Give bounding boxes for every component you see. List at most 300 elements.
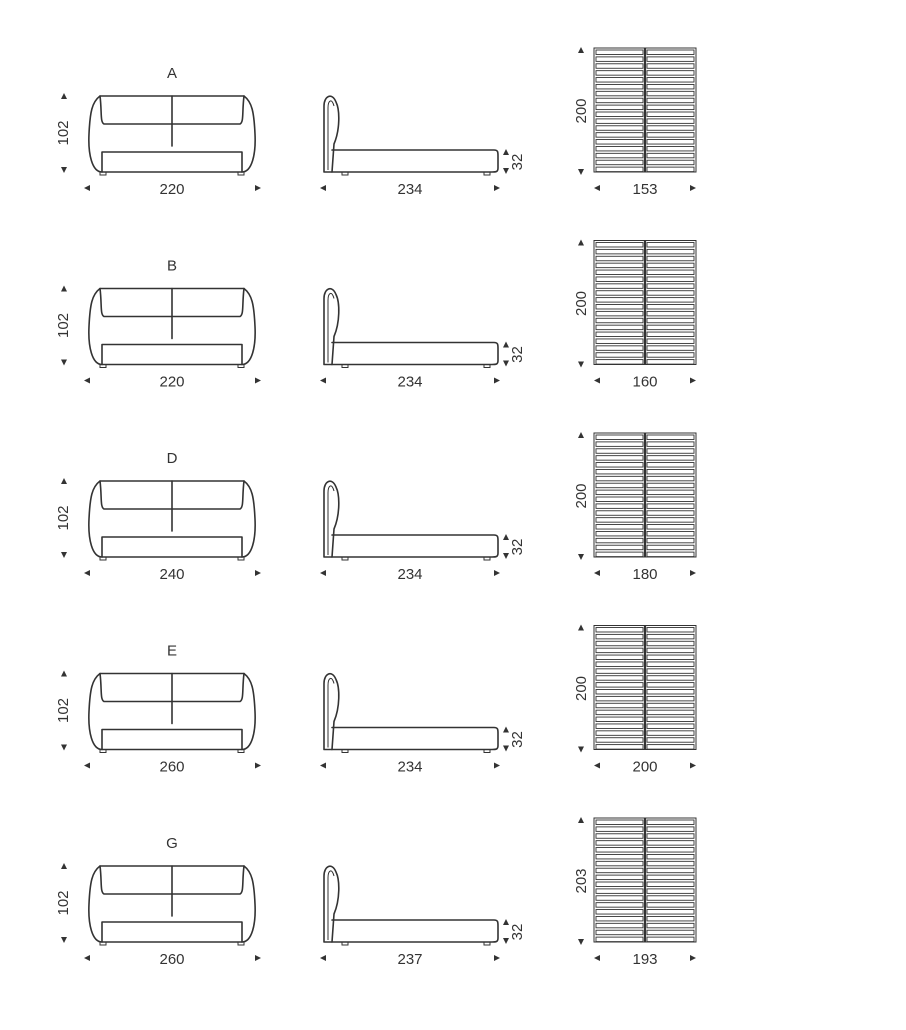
slat [596, 325, 643, 329]
slat [647, 153, 694, 157]
dimension-arrow-right [494, 955, 500, 961]
side-foot [484, 172, 490, 175]
slat [596, 937, 643, 941]
slat [647, 655, 694, 659]
dimension-arrow-down [61, 552, 67, 558]
front-height-label: 102 [55, 505, 72, 531]
slat [596, 360, 643, 364]
front-view [55, 863, 261, 968]
slat [647, 126, 694, 130]
slat [647, 263, 694, 267]
dimension-arrow-up [578, 625, 584, 631]
slat [647, 112, 694, 116]
side-length-label: 234 [397, 181, 423, 198]
front-width-label: 220 [159, 373, 185, 391]
dimension-arrow-right [494, 185, 500, 191]
slat [647, 360, 694, 364]
slat [647, 683, 694, 687]
slat [647, 827, 694, 831]
slat [647, 463, 694, 467]
front-view [55, 93, 261, 198]
model-row [55, 240, 696, 391]
slat [647, 435, 694, 439]
slat [596, 910, 643, 914]
slat [647, 91, 694, 95]
dimension-arrow-down [578, 362, 584, 368]
slat [596, 834, 643, 838]
slat [647, 277, 694, 281]
slat-length-label: 200 [573, 483, 590, 509]
front-view [55, 286, 261, 391]
slat [647, 105, 694, 109]
model-row [55, 817, 696, 968]
front-width-label: 260 [159, 758, 185, 776]
slat [647, 648, 694, 652]
slat [596, 435, 643, 439]
dimension-arrow-up [61, 671, 67, 677]
front-view [55, 671, 261, 776]
dimension-arrow-left [84, 763, 90, 769]
slat [596, 84, 643, 88]
slat [647, 628, 694, 632]
side-headboard [324, 866, 339, 942]
slat [596, 298, 643, 302]
side-base [332, 535, 498, 557]
slat [596, 476, 643, 480]
front-foot [100, 365, 106, 368]
side-base [332, 920, 498, 942]
model-label: D [166, 450, 178, 467]
slat [596, 504, 643, 508]
slat [596, 146, 643, 150]
slat [596, 263, 643, 267]
slat [647, 820, 694, 824]
side-headboard [324, 674, 339, 750]
front-height-label: 102 [55, 312, 72, 339]
side-height-label: 32 [509, 346, 526, 363]
dimension-arrow-down [61, 167, 67, 173]
slat [647, 703, 694, 707]
slat [596, 153, 643, 157]
side-length-label: 234 [397, 758, 423, 776]
slat [596, 305, 643, 309]
slat-width-label: 153 [632, 181, 658, 198]
slat [596, 531, 643, 535]
dimension-arrow-left [320, 763, 326, 769]
slat [596, 875, 643, 879]
slat [647, 848, 694, 852]
slat [596, 71, 643, 75]
side-length-label: 234 [397, 566, 423, 583]
slat [647, 318, 694, 322]
dimension-arrow-up [578, 240, 584, 246]
front-base [102, 537, 242, 557]
dimension-arrow-up [61, 93, 67, 99]
slat [596, 64, 643, 68]
slat [647, 531, 694, 535]
slat-width-label: 180 [632, 566, 658, 583]
model-label: E [166, 642, 178, 660]
slat [647, 669, 694, 673]
slat [596, 903, 643, 907]
dimension-arrow-down [61, 937, 67, 943]
front-height-label: 102 [55, 697, 72, 724]
dimension-arrow-down [61, 745, 67, 751]
dimension-arrow-left [84, 378, 90, 384]
side-view [320, 866, 526, 968]
slat [647, 249, 694, 253]
slat-length-label: 200 [573, 675, 590, 702]
slat [596, 112, 643, 116]
front-height-label: 102 [55, 890, 72, 916]
slat [647, 690, 694, 694]
slat [596, 98, 643, 102]
slat [647, 476, 694, 480]
slat [596, 339, 643, 343]
slat [647, 738, 694, 742]
slat [596, 882, 643, 886]
slat [647, 511, 694, 515]
slat [596, 469, 643, 473]
dimension-arrow-left [320, 185, 326, 191]
slat [647, 937, 694, 941]
dimension-arrow-left [594, 570, 600, 576]
slat [647, 710, 694, 714]
side-foot [484, 365, 490, 368]
dimension-arrow-right [494, 570, 500, 576]
dimension-arrow-right [255, 955, 261, 961]
front-foot [100, 942, 106, 945]
side-height-label: 32 [509, 153, 526, 171]
slat [596, 889, 643, 893]
front-foot [100, 172, 106, 175]
dimension-arrow-down [578, 169, 584, 175]
side-view [320, 674, 526, 776]
slat [647, 552, 694, 556]
slat [647, 676, 694, 680]
slat [596, 167, 643, 171]
slat [647, 662, 694, 666]
front-foot [238, 557, 244, 560]
slat [596, 353, 643, 357]
slat [596, 346, 643, 350]
slat-base-view [573, 625, 696, 776]
slat [647, 469, 694, 473]
slat [596, 655, 643, 659]
slat [647, 50, 694, 54]
dimension-arrow-right [690, 378, 696, 384]
side-foot [342, 942, 348, 945]
slat [647, 854, 694, 858]
side-base [332, 150, 498, 172]
side-headboard [324, 481, 339, 557]
slat [596, 291, 643, 295]
slat [596, 249, 643, 253]
side-view [320, 289, 526, 391]
slat [647, 634, 694, 638]
slat [596, 91, 643, 95]
slat [647, 724, 694, 728]
dimension-arrow-up [61, 478, 67, 484]
slat [647, 497, 694, 501]
side-base [332, 728, 498, 750]
slat [596, 318, 643, 322]
slat [596, 724, 643, 728]
slat [596, 490, 643, 494]
slat [596, 256, 643, 260]
dimension-arrow-left [84, 185, 90, 191]
slat [596, 634, 643, 638]
slat [647, 834, 694, 838]
front-foot [238, 750, 244, 753]
slat [647, 538, 694, 542]
slat [596, 710, 643, 714]
slat [647, 243, 694, 247]
slat [596, 648, 643, 652]
slat [596, 923, 643, 927]
slat [596, 511, 643, 515]
slat [647, 305, 694, 309]
dimension-arrow-down [578, 747, 584, 753]
side-length-label: 234 [397, 373, 423, 391]
side-headboard [324, 96, 339, 172]
slat [596, 683, 643, 687]
slat [647, 119, 694, 123]
slat [647, 896, 694, 900]
slat-length-label: 200 [573, 98, 590, 124]
slat [647, 882, 694, 886]
slat [647, 332, 694, 336]
slat [647, 146, 694, 150]
slat [596, 731, 643, 735]
model-row [55, 47, 696, 198]
model-label: B [166, 257, 178, 275]
slat [647, 284, 694, 288]
front-foot [100, 750, 106, 753]
dimension-arrow-right [255, 378, 261, 384]
slat [647, 875, 694, 879]
slat [647, 71, 694, 75]
dimension-arrow-up [61, 863, 67, 869]
slat [647, 861, 694, 865]
slat [647, 84, 694, 88]
slat [596, 497, 643, 501]
slat [596, 662, 643, 666]
dimension-arrow-right [690, 185, 696, 191]
slat [596, 861, 643, 865]
slat [596, 456, 643, 460]
front-base [102, 922, 242, 942]
front-base [102, 152, 242, 172]
slat [596, 140, 643, 144]
slat [647, 483, 694, 487]
front-foot [238, 942, 244, 945]
slat-base-view [573, 240, 696, 391]
front-base [102, 730, 242, 750]
slat [596, 284, 643, 288]
slat [647, 78, 694, 82]
front-view [55, 478, 261, 583]
slat [596, 442, 643, 446]
slat-base-view [573, 817, 696, 968]
slat [596, 738, 643, 742]
front-width-label: 220 [159, 181, 185, 198]
slat [647, 442, 694, 446]
dimension-arrow-left [594, 185, 600, 191]
slat [596, 641, 643, 645]
slat [596, 827, 643, 831]
slat [596, 78, 643, 82]
slat [596, 552, 643, 556]
side-headboard [324, 289, 339, 365]
dimension-arrow-left [320, 955, 326, 961]
slat [647, 696, 694, 700]
dimension-arrow-left [320, 570, 326, 576]
side-foot [484, 557, 490, 560]
slat [647, 346, 694, 350]
dimension-arrow-up [61, 286, 67, 292]
slat [596, 690, 643, 694]
dimension-arrow-up [578, 817, 584, 823]
slat [647, 339, 694, 343]
side-foot [484, 750, 490, 753]
slat [647, 903, 694, 907]
slat [647, 490, 694, 494]
dimension-arrow-left [594, 763, 600, 769]
slat [596, 57, 643, 61]
slat [596, 449, 643, 453]
slat [596, 160, 643, 164]
slat [647, 641, 694, 645]
slat-length-label: 200 [573, 290, 590, 317]
slat [647, 298, 694, 302]
model-row [55, 432, 696, 583]
slat [647, 745, 694, 749]
slat [596, 483, 643, 487]
slat [647, 545, 694, 549]
slat [596, 841, 643, 845]
slat [647, 256, 694, 260]
slat [647, 449, 694, 453]
slat [596, 105, 643, 109]
slat [596, 717, 643, 721]
side-foot [484, 942, 490, 945]
slat [647, 98, 694, 102]
slat [596, 119, 643, 123]
slat [596, 133, 643, 137]
slat [596, 277, 643, 281]
slat [596, 332, 643, 336]
slat [596, 848, 643, 852]
slat [647, 930, 694, 934]
slat [596, 545, 643, 549]
slat-base-view [573, 47, 696, 198]
slat-length-label: 203 [573, 868, 590, 894]
slat [647, 889, 694, 893]
slat [596, 628, 643, 632]
slat [647, 525, 694, 529]
slat [647, 291, 694, 295]
side-foot [342, 172, 348, 175]
dimension-arrow-right [690, 570, 696, 576]
slat [647, 133, 694, 137]
dimension-arrow-right [690, 763, 696, 769]
model-label: G [166, 835, 178, 852]
front-width-label: 260 [159, 951, 185, 968]
dimension-arrow-left [594, 378, 600, 384]
dimension-arrow-right [255, 185, 261, 191]
slat [596, 696, 643, 700]
dimension-arrow-right [494, 763, 500, 769]
slat [596, 854, 643, 858]
slat [596, 518, 643, 522]
front-foot [238, 365, 244, 368]
dimension-arrow-right [255, 570, 261, 576]
slat [596, 669, 643, 673]
dimension-arrow-left [84, 570, 90, 576]
front-height-label: 102 [55, 120, 72, 146]
slat [596, 463, 643, 467]
slat [596, 126, 643, 130]
model-label: A [166, 65, 178, 82]
slat [647, 57, 694, 61]
slat [647, 841, 694, 845]
dimension-arrow-right [494, 378, 500, 384]
slat-width-label: 193 [632, 951, 658, 968]
slat [647, 311, 694, 315]
dimension-arrow-right [690, 955, 696, 961]
slat [647, 325, 694, 329]
side-length-label: 237 [397, 951, 423, 968]
side-height-label: 32 [509, 538, 526, 556]
side-height-label: 32 [509, 923, 526, 941]
slat-width-label: 160 [632, 373, 658, 391]
side-foot [342, 557, 348, 560]
slat [647, 717, 694, 721]
slat [596, 745, 643, 749]
dimension-arrow-down [61, 360, 67, 366]
dimension-arrow-up [578, 47, 584, 53]
slat [647, 64, 694, 68]
slat [647, 504, 694, 508]
slat [647, 140, 694, 144]
slat [647, 270, 694, 274]
front-base [102, 345, 242, 365]
slat [647, 868, 694, 872]
slat [647, 353, 694, 357]
slat-base-view [573, 432, 696, 583]
slat [647, 167, 694, 171]
slat [596, 676, 643, 680]
dimension-arrow-left [594, 955, 600, 961]
side-foot [342, 365, 348, 368]
side-base [332, 343, 498, 365]
dimension-arrow-left [84, 955, 90, 961]
slat [596, 896, 643, 900]
model-row [55, 625, 696, 776]
slat [647, 910, 694, 914]
slat [596, 820, 643, 824]
slat [596, 930, 643, 934]
slat [647, 731, 694, 735]
slat [596, 703, 643, 707]
dimension-arrow-up [578, 432, 584, 438]
slat [596, 525, 643, 529]
side-view [320, 481, 526, 583]
slat [647, 923, 694, 927]
side-foot [342, 750, 348, 753]
slat-width-label: 200 [632, 758, 658, 776]
